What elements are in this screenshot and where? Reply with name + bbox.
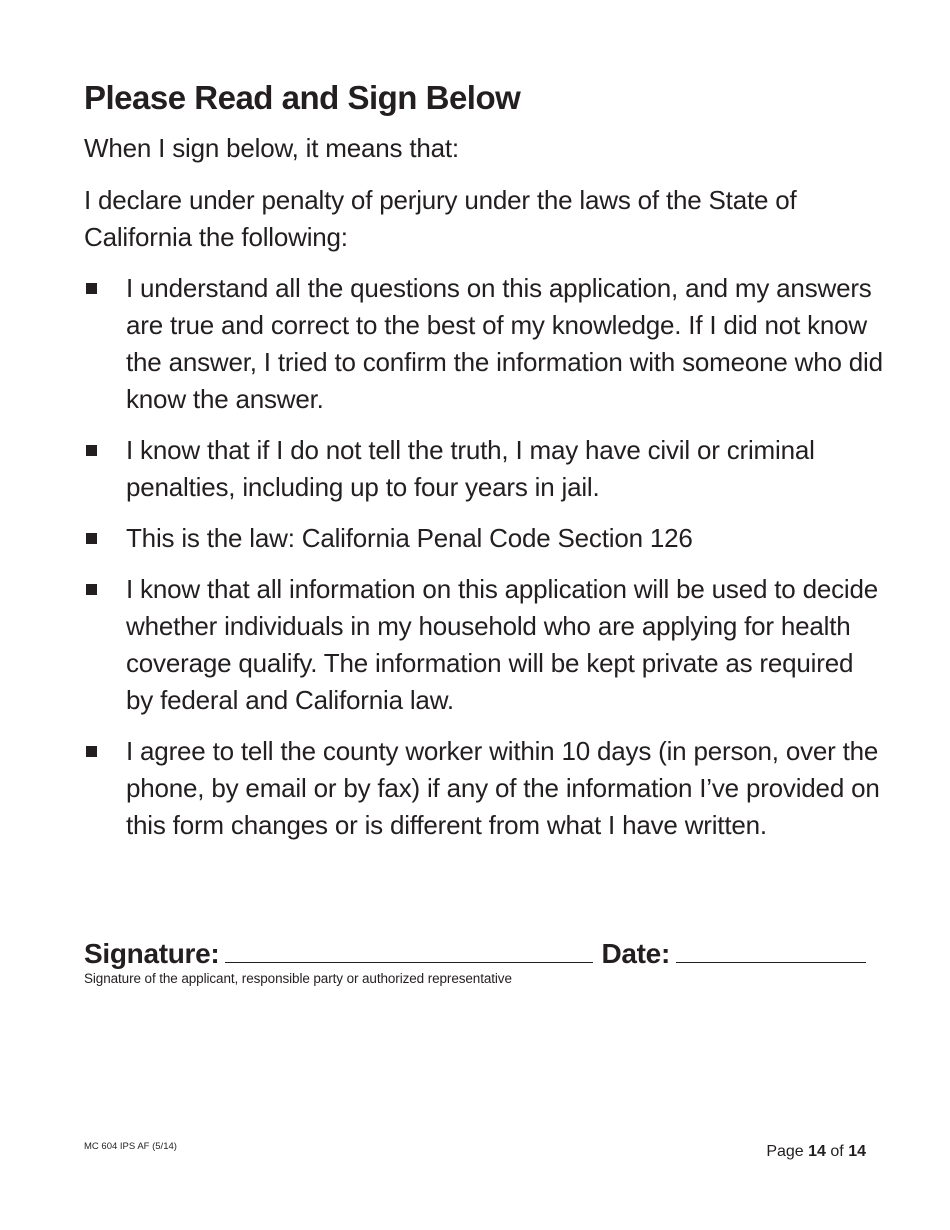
square-bullet-icon — [86, 533, 97, 544]
declaration-list — [84, 270, 884, 858]
square-bullet-icon — [86, 283, 97, 294]
date-field[interactable] — [676, 961, 866, 963]
list-item — [84, 733, 884, 844]
square-bullet-icon — [86, 445, 97, 456]
form-code: MC 604 IPS AF (5/14) — [84, 1141, 177, 1152]
page-of: of — [830, 1143, 844, 1160]
declaration-statement: I declare under penalty of perjury under the laws of the State of California the following: — [84, 185, 797, 252]
page-number — [766, 1142, 866, 1162]
list-item — [84, 520, 884, 557]
list-item-text: I know that if I do not tell the truth, I may have civil or criminal penalties, including up to four years in jail. — [126, 435, 815, 502]
list-item — [84, 432, 884, 506]
list-item-text: I know that all information on this application will be used to decide whether individuals in my household who are applying for health coverage qualify. The information will be kept private as required by federal and California law. — [126, 574, 878, 715]
page-prefix: Page — [766, 1143, 804, 1160]
square-bullet-icon — [86, 746, 97, 757]
list-item — [84, 571, 884, 719]
square-bullet-icon — [86, 584, 97, 595]
list-item — [84, 270, 884, 418]
page-current: 14 — [808, 1143, 826, 1160]
list-item-text: I understand all the questions on this application, and my answers are true and correct to the best of my knowledge. If I did not know the answer, I tried to confirm the information with someone who did know the answer. — [126, 273, 883, 414]
signature-caption: Signature of the applicant, responsible party or authorized representative — [84, 971, 512, 986]
list-item-text: This is the law: California Penal Code Section 126 — [126, 523, 693, 553]
page-title: Please Read and Sign Below — [84, 79, 521, 116]
intro-statement: When I sign below, it means that: — [84, 133, 459, 163]
date-label: Date: — [601, 938, 670, 969]
signature-row — [84, 935, 866, 971]
page-total: 14 — [848, 1143, 866, 1160]
list-item-text: I agree to tell the county worker within 10 days (in person, over the phone, by email or by fax) if any of the information I’ve provided on this form changes or is different from what I have written. — [126, 736, 880, 840]
signature-field[interactable] — [225, 961, 593, 963]
signature-label: Signature: — [84, 938, 220, 969]
